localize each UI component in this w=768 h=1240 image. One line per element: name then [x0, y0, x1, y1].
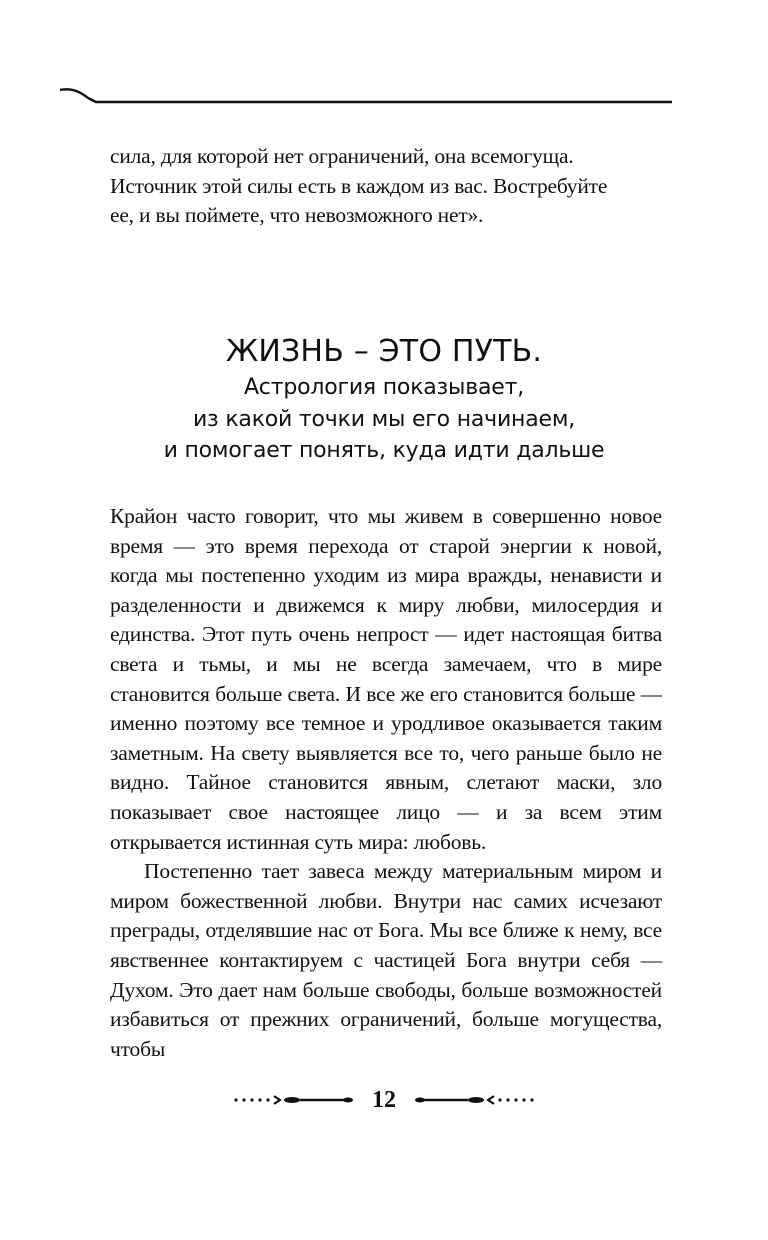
body-text: [110, 502, 662, 1064]
page-footer: [200, 1080, 568, 1120]
left-ornament-icon: [232, 1090, 358, 1110]
intro-line: ее, и вы поймете, что невозможного нет».: [110, 203, 484, 228]
chapter-heading: [60, 332, 708, 467]
body-paragraph: Постепенно тает завеса между материальным миром и миром божественной любви. Внутри нас самих исчезают преграды, отделявшие нас от Бога. Мы все ближе к нему, все явственнее контактируем с частицей Бога внутри себя — Духом. Это дает нам больше свободы, больше возможностей избавиться от прежних ограничений, больше могущества, чтобы: [110, 859, 662, 1061]
chapter-subtitle-line: Астрология показывает,: [243, 375, 525, 400]
chapter-subtitle-line: и помогает понять, куда идти дальше: [163, 438, 605, 463]
page-number: 12: [372, 1086, 396, 1113]
chapter-subtitle-line: из какой точки мы его начинаем,: [192, 406, 576, 432]
header-rule: [60, 86, 672, 110]
intro-line: сила, для которой нет ограничений, она всемогуща.: [110, 144, 574, 168]
right-ornament-icon: [410, 1090, 536, 1110]
intro-line: Источник этой силы есть в каждом из вас. Востребуйте: [110, 173, 608, 198]
chapter-title: ЖИЗНЬ – ЭТО ПУТЬ.: [225, 334, 543, 369]
body-paragraph: Крайон часто говорит, что мы живем в совершенно новое время — это время перехода от старой энергии к новой, когда мы постепенно уходим из мира вражды, ненависти и разделенности и движемся к миру любви, милосердия и единства. Этот путь очень непрост — идет настоящая битва света и тьмы, и мы не всегда замечаем, что в мире становится больше света. И все же его становится больше — именно поэтому все темное и уродливое оказывается таким заметным. На свету выявляется все то, чего раньше было не видно. Тайное становится явным, слетают маски, зло показывает свое настоящее лицо — и за всем этим открывается истинная суть мира: любовь.: [110, 504, 662, 854]
intro-paragraph: [110, 142, 662, 231]
